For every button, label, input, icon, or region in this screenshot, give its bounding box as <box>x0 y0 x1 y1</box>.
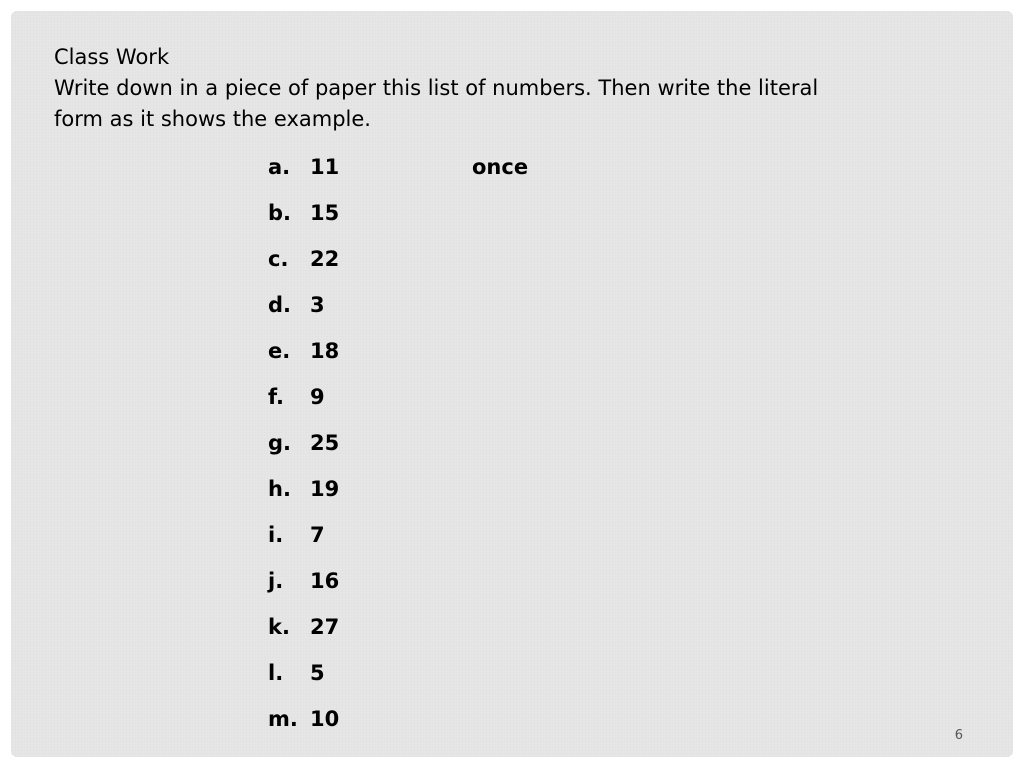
item-number: 3 <box>310 293 325 317</box>
item-number: 16 <box>310 569 340 593</box>
list-item <box>268 704 339 750</box>
list-item <box>268 336 339 382</box>
list-item <box>268 612 339 658</box>
item-letter: l. <box>268 661 284 685</box>
item-number: 11 <box>310 155 340 179</box>
page-number: 6 <box>954 728 963 743</box>
list-item <box>268 290 339 336</box>
item-number: 9 <box>310 385 325 409</box>
list-item <box>268 244 339 290</box>
slide-title: Class Work <box>54 45 170 69</box>
item-letter: j. <box>268 569 284 593</box>
list-item <box>268 428 339 474</box>
item-letter: b. <box>268 201 292 225</box>
slide <box>11 11 1013 757</box>
list-item <box>268 658 339 704</box>
item-number: 25 <box>310 431 340 455</box>
item-letter: e. <box>268 339 291 363</box>
example-answer: once <box>472 155 529 179</box>
item-number: 7 <box>310 523 325 547</box>
list-item <box>268 566 339 612</box>
item-number: 18 <box>310 339 340 363</box>
item-number: 27 <box>310 615 340 639</box>
item-letter: c. <box>268 247 289 271</box>
instruction-line-2: form as it shows the example. <box>54 107 371 131</box>
item-number: 22 <box>310 247 340 271</box>
item-letter: h. <box>268 477 291 501</box>
item-letter: m. <box>268 707 298 731</box>
item-letter: d. <box>268 293 292 317</box>
item-number: 19 <box>310 477 340 501</box>
slide-heading <box>54 42 954 135</box>
item-letter: k. <box>268 615 290 639</box>
instruction-line-1: Write down in a piece of paper this list of numbers. Then write the literal <box>54 76 819 100</box>
item-number: 10 <box>310 707 340 731</box>
item-letter: g. <box>268 431 292 455</box>
item-letter: i. <box>268 523 284 547</box>
list-item <box>268 520 339 566</box>
list-item <box>268 198 339 244</box>
list-item <box>268 382 339 428</box>
number-list <box>268 152 339 750</box>
item-number: 15 <box>310 201 340 225</box>
item-letter: a. <box>268 155 291 179</box>
list-item <box>268 152 339 198</box>
item-number: 5 <box>310 661 325 685</box>
item-letter: f. <box>268 385 284 409</box>
list-item <box>268 474 339 520</box>
